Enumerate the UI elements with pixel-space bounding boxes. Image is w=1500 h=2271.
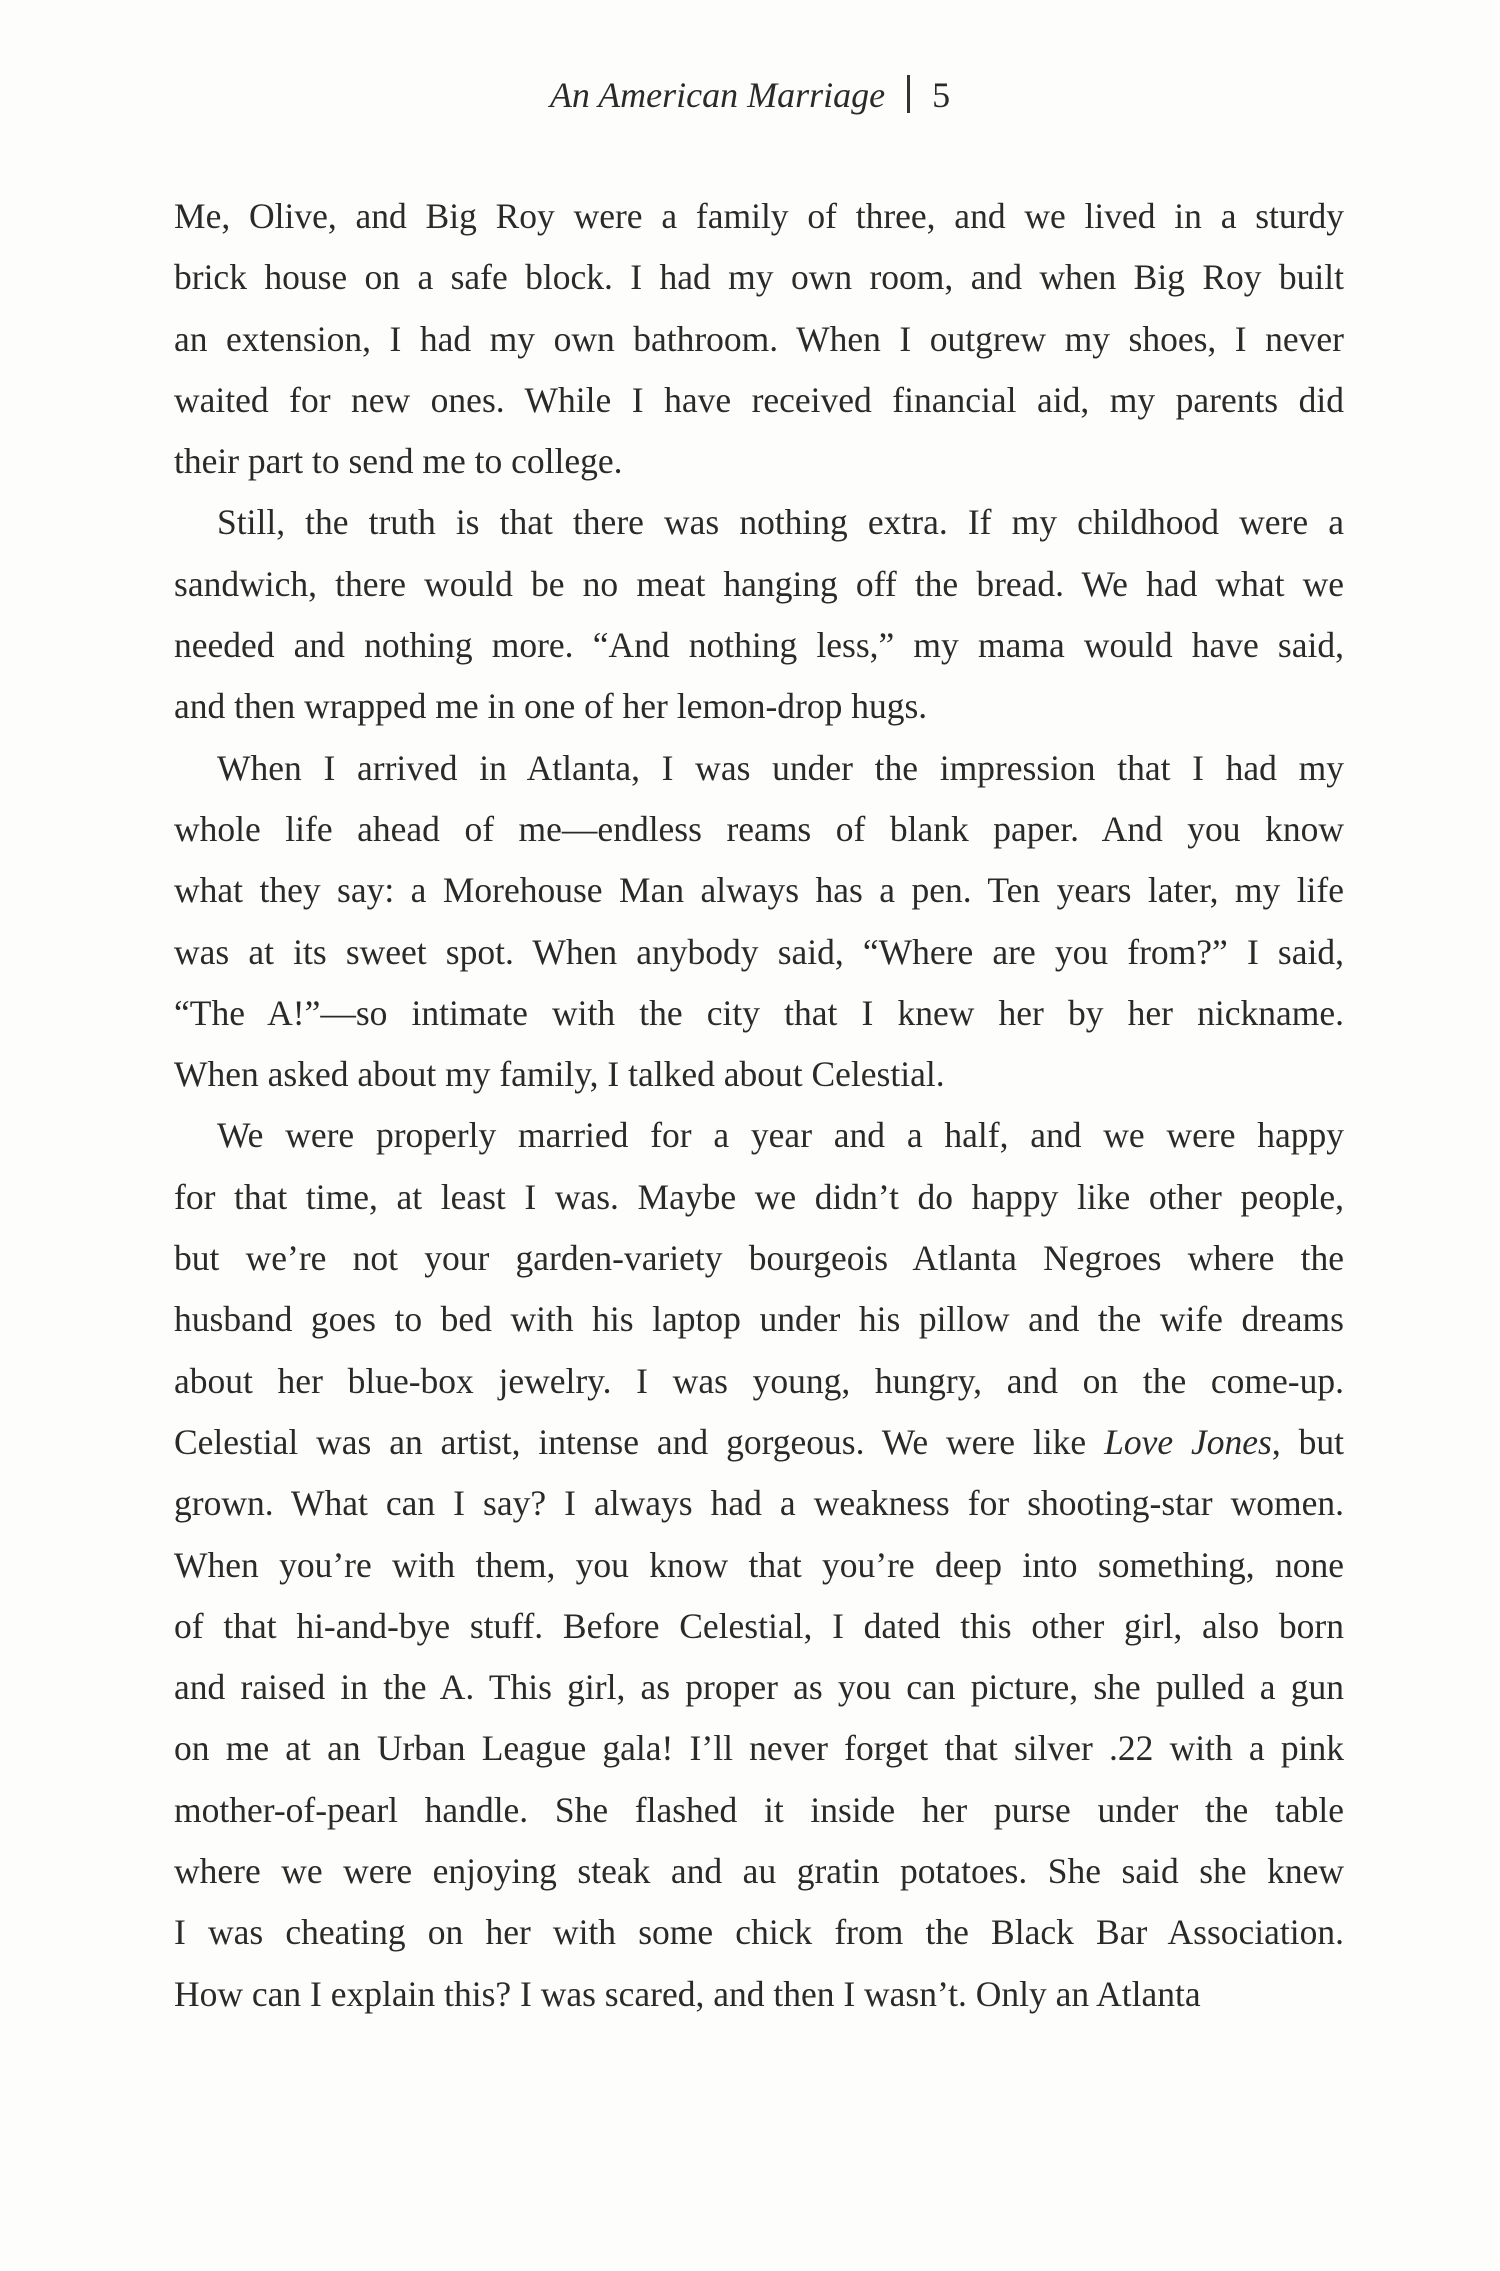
- line-text: I was cheating on her with some chick from the Black Bar Association.: [174, 1912, 1344, 1953]
- text-line: [174, 738, 1344, 799]
- text-line: [174, 247, 1344, 308]
- text-line: [174, 676, 1344, 737]
- line-text: Celestial was an artist, intense and gorgeous. We were like: [174, 1421, 1105, 1462]
- text-line: [174, 1289, 1344, 1350]
- line-text: grown. What can I say? I always had a weakness for shooting-star women.: [174, 1483, 1344, 1524]
- line-text: but we’re not your garden-variety bourgeois Atlanta Negroes where the: [174, 1238, 1344, 1279]
- line-text: When I arrived in Atlanta, I was under the impression that I had my: [217, 747, 1344, 788]
- text-line: [174, 1105, 1344, 1166]
- text-line: [174, 1044, 1344, 1105]
- book-title: An American Marriage: [549, 75, 886, 115]
- text-line: [174, 1841, 1344, 1902]
- paragraph: [174, 738, 1344, 1106]
- line-text: How can I explain this? I was scared, and then I wasn’t. Only an Atlanta: [174, 1973, 1201, 2014]
- paragraph: [174, 1105, 1344, 2024]
- text-line: [174, 615, 1344, 676]
- text-line: [174, 1535, 1344, 1596]
- line-text: “The A!”—so intimate with the city that I knew her by her nickname.: [174, 992, 1344, 1033]
- text-line: [174, 1596, 1344, 1657]
- text-line: [174, 370, 1344, 431]
- text-line: [174, 1902, 1344, 1963]
- line-text: needed and nothing more. “And nothing less,” my mama would have said,: [174, 625, 1344, 666]
- text-line: [174, 554, 1344, 615]
- line-text: an extension, I had my own bathroom. When I outgrew my shoes, I never: [174, 318, 1344, 359]
- text-line: [174, 1228, 1344, 1289]
- page-number: 5: [932, 75, 951, 115]
- text-line: [174, 922, 1344, 983]
- text-line: [174, 1964, 1344, 2025]
- text-line: [174, 1780, 1344, 1841]
- text-line: [174, 309, 1344, 370]
- line-text: their part to send me to college.: [174, 441, 623, 482]
- line-text: whole life ahead of me—endless reams of blank paper. And you know: [174, 808, 1344, 849]
- text-line: [174, 1412, 1344, 1473]
- line-text: When asked about my family, I talked about Celestial.: [174, 1054, 945, 1095]
- line-text: where we were enjoying steak and au gratin potatoes. She said she knew: [174, 1851, 1344, 1892]
- line-text: sandwich, there would be no meat hanging off the bread. We had what we: [174, 563, 1344, 604]
- paragraph: [174, 492, 1344, 737]
- text-line: [174, 492, 1344, 553]
- line-text: When you’re with them, you know that you’re deep into something, none: [174, 1544, 1344, 1585]
- text-line: [174, 186, 1344, 247]
- line-text: mother-of-pearl handle. She flashed it inside her purse under the table: [174, 1789, 1344, 1830]
- page-body: [174, 186, 1344, 2025]
- header-divider: [907, 75, 910, 113]
- text-line: [174, 983, 1344, 1044]
- text-line: [174, 860, 1344, 921]
- line-text: what they say: a Morehouse Man always has a pen. Ten years later, my life: [174, 870, 1344, 911]
- line-text: was at its sweet spot. When anybody said, “Where are you from?” I said,: [174, 931, 1344, 972]
- running-header: [0, 74, 1500, 116]
- line-text: Still, the truth is that there was nothing extra. If my childhood were a: [217, 502, 1344, 543]
- line-text: , but: [1271, 1421, 1344, 1462]
- text-line: [174, 431, 1344, 492]
- line-text: and raised in the A. This girl, as proper as you can picture, she pulled a gun: [174, 1667, 1344, 1708]
- text-line: [174, 1657, 1344, 1718]
- text-line: [174, 799, 1344, 860]
- line-text: We were properly married for a year and a half, and we were happy: [217, 1115, 1344, 1156]
- text-line: [174, 1473, 1344, 1534]
- text-line: [174, 1718, 1344, 1779]
- italic-title: Love Jones: [1104, 1421, 1272, 1462]
- text-line: [174, 1351, 1344, 1412]
- line-text: about her blue-box jewelry. I was young, hungry, and on the come-up.: [174, 1360, 1344, 1401]
- line-text: and then wrapped me in one of her lemon-drop hugs.: [174, 686, 928, 727]
- line-text: husband goes to bed with his laptop under his pillow and the wife dreams: [174, 1299, 1344, 1340]
- line-text: waited for new ones. While I have received financial aid, my parents did: [174, 379, 1344, 420]
- line-text: Me, Olive, and Big Roy were a family of three, and we lived in a sturdy: [174, 196, 1344, 236]
- paragraph: [174, 186, 1344, 492]
- line-text: for that time, at least I was. Maybe we didn’t do happy like other people,: [174, 1176, 1344, 1217]
- text-line: [174, 1167, 1344, 1228]
- line-text: of that hi-and-bye stuff. Before Celestial, I dated this other girl, also born: [174, 1605, 1344, 1646]
- line-text: brick house on a safe block. I had my own room, and when Big Roy built: [174, 257, 1344, 298]
- line-text: on me at an Urban League gala! I’ll never forget that silver .22 with a pink: [174, 1728, 1344, 1769]
